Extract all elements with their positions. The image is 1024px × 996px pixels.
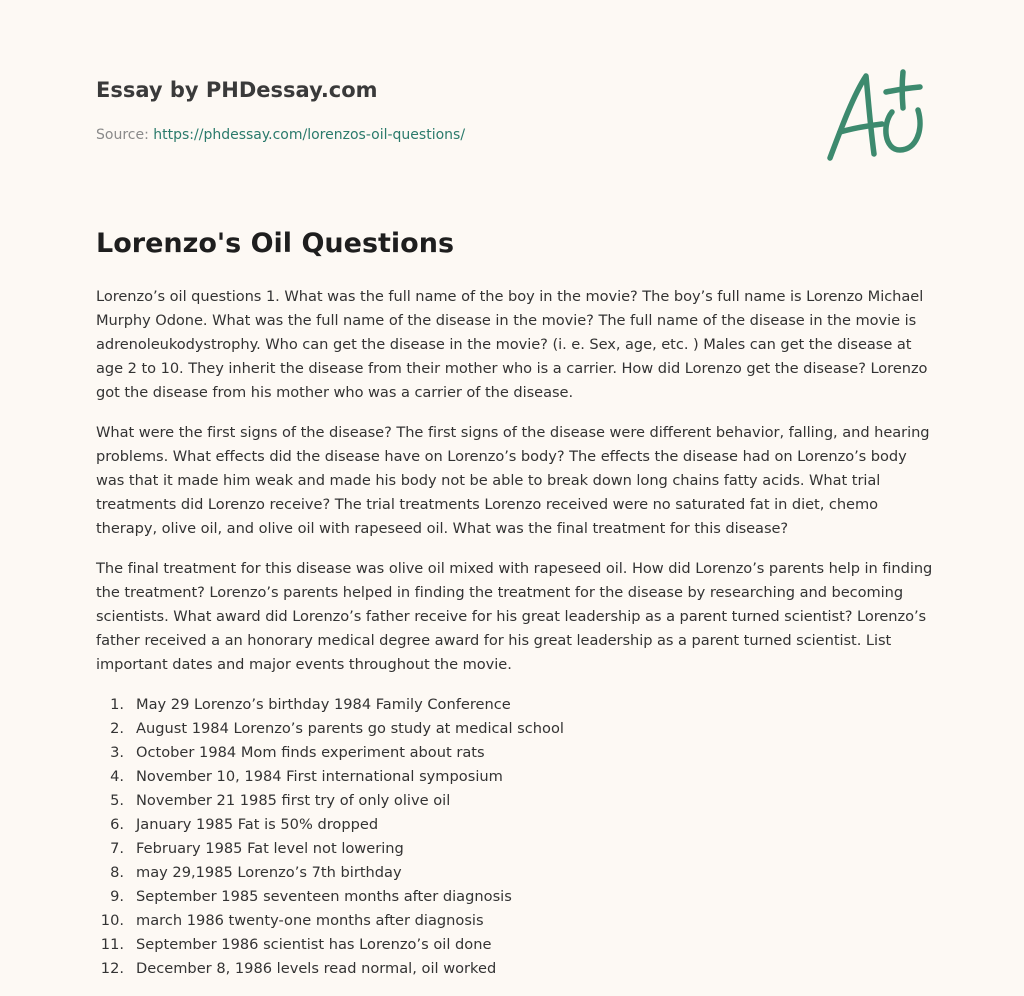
page-title: Lorenzo's Oil Questions (96, 228, 455, 259)
source-link[interactable]: https://phdessay.com/lorenzos-oil-questions/ (153, 127, 466, 143)
list-item (96, 933, 934, 957)
list-item (96, 693, 934, 717)
list-item-text: September 1985 seventeen months after diagnosis (136, 888, 512, 905)
list-item-text: May 29 Lorenzo’s birthday 1984 Family Conference (136, 696, 511, 713)
list-item-number: 8. (110, 864, 124, 881)
article (96, 226, 934, 981)
list-item-text: September 1986 scientist has Lorenzo’s oil done (136, 936, 492, 953)
list-item (96, 717, 934, 741)
source-line (96, 125, 696, 145)
list-item-text: march 1986 twenty-one months after diagnosis (136, 912, 484, 929)
list-item-text: may 29,1985 Lorenzo’s 7th birthday (136, 864, 402, 881)
list-item-text: October 1984 Mom finds experiment about rats (136, 744, 485, 761)
list-item (96, 765, 934, 789)
list-item-number: 5. (110, 792, 124, 809)
list-item (96, 909, 934, 933)
timeline-list (96, 693, 934, 981)
article-paragraph: Lorenzo’s oil questions 1. What was the full name of the boy in the movie? The boy’s full name is Lorenzo Michael Murphy Odone. What was the full name of the disease in the movie? The full name of the disease in the movie is adrenoleukodystrophy. Who can get the disease in the movie? (i. e. Sex, age, etc. ) Males can get the disease at age 2 to 10. They inherit the disease from their mother who is a carrier. How did Lorenzo get the disease? Lorenzo got the disease from his mother who was a carrier of the disease. (96, 288, 928, 401)
list-item (96, 885, 934, 909)
list-item-text: December 8, 1986 levels read normal, oil worked (136, 960, 497, 977)
list-item-text: January 1985 Fat is 50% dropped (136, 816, 379, 833)
list-item-text: August 1984 Lorenzo’s parents go study at medical school (136, 720, 564, 737)
list-item (96, 741, 934, 765)
list-item-number: 10. (100, 912, 124, 929)
list-item-text: November 21 1985 first try of only olive oil (136, 792, 451, 809)
list-item-number: 3. (110, 744, 124, 761)
list-item-number: 12. (100, 960, 124, 977)
list-item-number: 11. (100, 936, 124, 953)
list-item-number: 1. (110, 696, 124, 713)
list-item-number: 6. (110, 816, 124, 833)
list-item-number: 9. (110, 888, 124, 905)
list-item (96, 861, 934, 885)
article-paragraph: What were the first signs of the disease? The first signs of the disease were different behavior, falling, and hearing problems. What effects did the disease have on Lorenzo’s body? The effects the disease had on Lorenzo’s body was that it made him weak and made his body not be able to break down long chains fatty acids. What trial treatments did Lorenzo receive? The trial treatments Lorenzo received were no saturated fat in diet, chemo therapy, olive oil, and olive oil with rapeseed oil. What was the final treatment for this disease? (96, 424, 930, 537)
a-plus-grade-logo-icon (820, 66, 930, 166)
list-item-text: February 1985 Fat level not lowering (136, 840, 404, 857)
list-item-number: 2. (110, 720, 124, 737)
list-item-number: 7. (110, 840, 124, 857)
list-item-text: November 10, 1984 First international symposium (136, 768, 503, 785)
list-item (96, 837, 934, 861)
site-title: Essay by PHDessay.com (96, 78, 378, 102)
page-header (96, 76, 696, 145)
list-item-number: 4. (110, 768, 124, 785)
list-item (96, 813, 934, 837)
list-item (96, 957, 934, 981)
list-item (96, 789, 934, 813)
source-label: Source: (96, 127, 154, 143)
article-paragraph: The final treatment for this disease was olive oil mixed with rapeseed oil. How did Lorenzo’s parents help in finding the treatment? Lorenzo’s parents helped in finding the treatment for the disease by researching and becoming scientists. What award did Lorenzo’s father receive for his great leadership as a parent turned scientist? Lorenzo’s father received a an honorary medical degree award for his great leadership as a parent turned scientist. List important dates and major events throughout the movie. (96, 560, 933, 673)
